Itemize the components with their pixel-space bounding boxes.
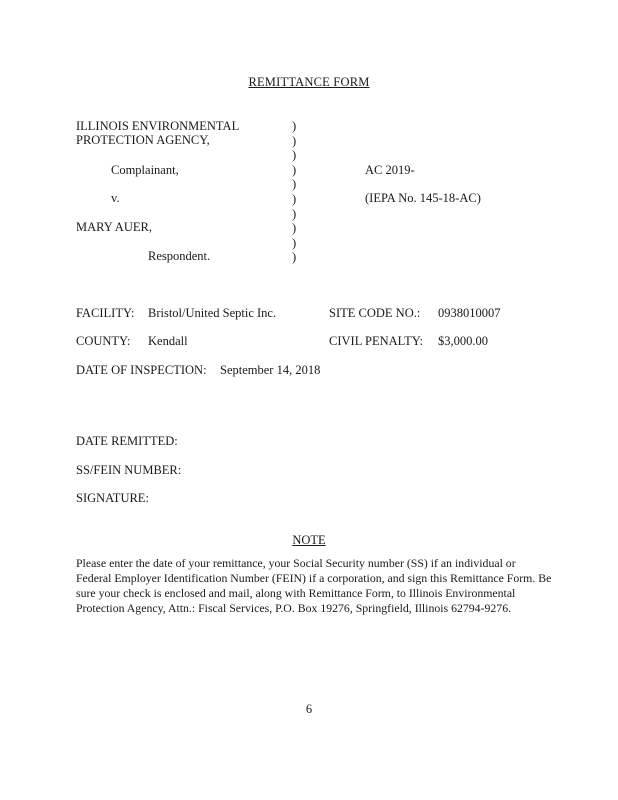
page-number: 6 bbox=[305, 702, 313, 716]
form-title: REMITTANCE FORM bbox=[248, 75, 370, 89]
date-remitted-field[interactable]: DATE REMITTED: bbox=[76, 434, 178, 448]
inspection-value: September 14, 2018 bbox=[220, 363, 321, 377]
caption-paren: ) bbox=[292, 206, 297, 221]
caption-paren: ) bbox=[292, 177, 297, 192]
caption-paren: ) bbox=[292, 221, 297, 236]
caption-paren: ) bbox=[292, 133, 297, 148]
respondent-role: Respondent. bbox=[148, 249, 211, 263]
respondent-name: MARY AUER, bbox=[76, 220, 152, 234]
caption-paren: ) bbox=[292, 235, 297, 250]
site-code-value: 0938010007 bbox=[438, 306, 501, 320]
caption-paren: ) bbox=[292, 148, 297, 163]
ss-fein-field[interactable]: SS/FEIN NUMBER: bbox=[76, 463, 182, 477]
complainant-line2: PROTECTION AGENCY, bbox=[76, 133, 210, 147]
note-body: Please enter the date of your remittance, your Social Security number (SS) if an individual or Federal Employer Identification Number (FEIN) if a corporation, and sign this Remittance Form. Be sure your check is enclosed and mail, along with Remittance Form, to Illinois Environmental Protection Agency, Attn.: Fiscal Services, P.O. Box 19276, Springfield, Illinois 62794-9276. bbox=[76, 556, 552, 615]
note-title: NOTE bbox=[292, 533, 326, 547]
caption-paren: ) bbox=[292, 162, 297, 177]
complainant-role: Complainant, bbox=[111, 163, 179, 177]
caption-paren: ) bbox=[292, 119, 297, 133]
caption-paren: ) bbox=[292, 191, 297, 206]
complainant-line1: ILLINOIS ENVIRONMENTAL bbox=[76, 119, 240, 133]
versus-label: v. bbox=[111, 191, 120, 205]
facility-label: FACILITY: bbox=[76, 306, 135, 320]
county-label: COUNTY: bbox=[76, 334, 131, 348]
caption-parens bbox=[292, 119, 296, 265]
iepa-number: (IEPA No. 145-18-AC) bbox=[365, 191, 481, 205]
site-code-label: SITE CODE NO.: bbox=[329, 306, 421, 320]
inspection-label: DATE OF INSPECTION: bbox=[76, 363, 207, 377]
signature-field[interactable]: SIGNATURE: bbox=[76, 491, 149, 505]
county-value: Kendall bbox=[148, 334, 188, 348]
case-number: AC 2019- bbox=[365, 163, 415, 177]
civil-penalty-value: $3,000.00 bbox=[438, 334, 488, 348]
facility-value: Bristol/United Septic Inc. bbox=[148, 306, 277, 320]
caption-paren: ) bbox=[292, 250, 297, 265]
civil-penalty-label: CIVIL PENALTY: bbox=[329, 334, 424, 348]
